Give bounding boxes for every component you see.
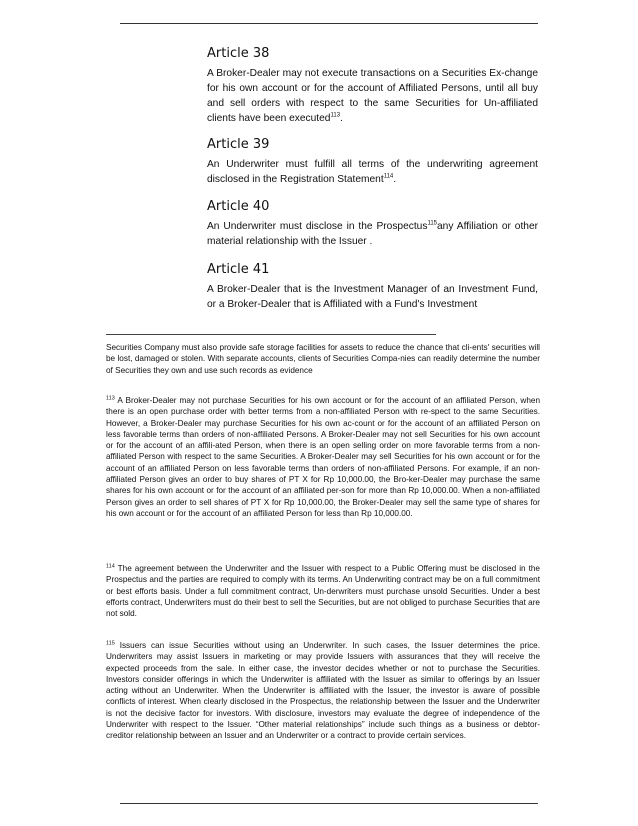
article-41	[207, 262, 538, 312]
footnote-115	[106, 640, 540, 742]
footnote-separator	[106, 334, 436, 335]
footnote-114	[106, 563, 540, 619]
footnote-number: 113	[106, 395, 115, 402]
article-body: An Underwriter must fulfill all terms of the underwriting agreement disclosed in the Registration Statement$^{114}$.	[207, 159, 538, 185]
article-39	[207, 137, 538, 187]
footnote-text: Issuers can issue Securities without using an Underwriter. In such cases, the Issuer determines the price. Underwriters may assist Issuers in marketing or may provide Issuers with assurances that they will receive the expected proceeds from the sale. In either case, the investor decides whether or not to purchase the Securities. Investors consider offerings in which the Underwriter is affiliated with the Issuer as similar to offerings by an Issuer acting without an Underwriter. When the Underwriter is affiliated with the Issuer, the investor is aware of possible conflicts of interest. When clearly disclosed in the Prospectus, the relationship between the Issuer and the Underwriter is not the decisive factor for investors. With disclosure, investors may evaluate the degree of independence of the Underwriter with respect to the Issuer. “Other material relationships” include such things as a business or debtor-creditor relationship between an Issuer and an Underwriter or a contract to provide certain services.	[106, 641, 540, 741]
article-heading: Article 38	[207, 46, 270, 61]
article-heading: Article 39	[207, 137, 270, 152]
footnote-continued: Securities Company must also provide safe storage facilities for assets to reduce the chance that cli-ents' securities will be lost, damaged or stolen. With separate accounts, clients of Securities Compa-nies can readily determine the number of Securities they own and use such records as evidence	[106, 343, 540, 375]
article-38	[207, 46, 538, 126]
article-heading: Article 40	[207, 199, 270, 214]
footer-rule	[120, 803, 538, 804]
footnote-text: The agreement between the Underwriter and the Issuer with respect to a Public Offering must be disclosed in the Prospectus and the parties are required to comply with its terms. An Underwriting contract may be on a full commitment or best efforts basis. Under a full commitment contract, Un-derwriters must purchase unsold Securities. Under a best efforts contract, Underwriters must do their best to sell the Securities, but are not obliged to purchase Securities that are not sold.	[106, 564, 540, 619]
header-rule	[120, 23, 538, 24]
footnote-ref[interactable]: 114	[383, 173, 394, 180]
footnote-ref[interactable]: 115	[427, 220, 438, 227]
footnote-number: 115	[106, 640, 115, 647]
article-body: A Broker-Dealer that is the Investment Manager of an Investment Fund, or a Broker-Dealer that is Affiliated with a Fund's Investment	[207, 284, 538, 310]
article-body: An Underwriter must disclose in the Prospectus$^{115}$any Affiliation or other material relationship with the Issuer .	[207, 220, 538, 247]
article-heading: Article 41	[207, 262, 270, 277]
footnote-113	[106, 395, 540, 519]
article-body: A Broker-Dealer may not execute transactions on a Securities Ex-change for his own account or for the account of Affiliated Persons, until all buy and sell orders with respect to the same Securities for Un-affiliated clients have been executed$^{113}$.	[207, 68, 538, 124]
footnote-number: 114	[106, 563, 115, 570]
footnote-ref[interactable]: 113	[330, 112, 341, 119]
article-40	[207, 199, 538, 249]
footnote-text: A Broker-Dealer may not purchase Securities for his own account or for the account of an affiliated Person, when there is an open purchase order with better terms from a non-affiliated Person with re-spect to the same Securities. However, a Broker-Dealer may purchase Securities for his own ac-count or for the account of an affiliated Person on less favorable terms than orders of non-affiliated Persons. A Broker-Dealer may not sell Securities for his own account or for the account of an affili-ated Person, when there is an open selling order on more favorable terms from a non-affiliated Person with respect to the same Securities. A Broker-Dealer may sell Securities for his own account or for the account of an affiliated Person on less favorable terms than orders of non-affiliated Persons. For example, if an non-affiliated Person gives an order to buy shares of PT X for Rp 10,000.00, the Bro-ker-Dealer may purchase the same shares for his own account or for the account of an affiliated per-son for more than Rp 10,000.00. When a non-affiliated Person gives an order to sell shares of PT X for Rp 10,000.00, the Broker-Dealer may sell the same type of shares for his own account or for the account of an affiliated Person for less than Rp 10,000.00.	[106, 396, 541, 518]
